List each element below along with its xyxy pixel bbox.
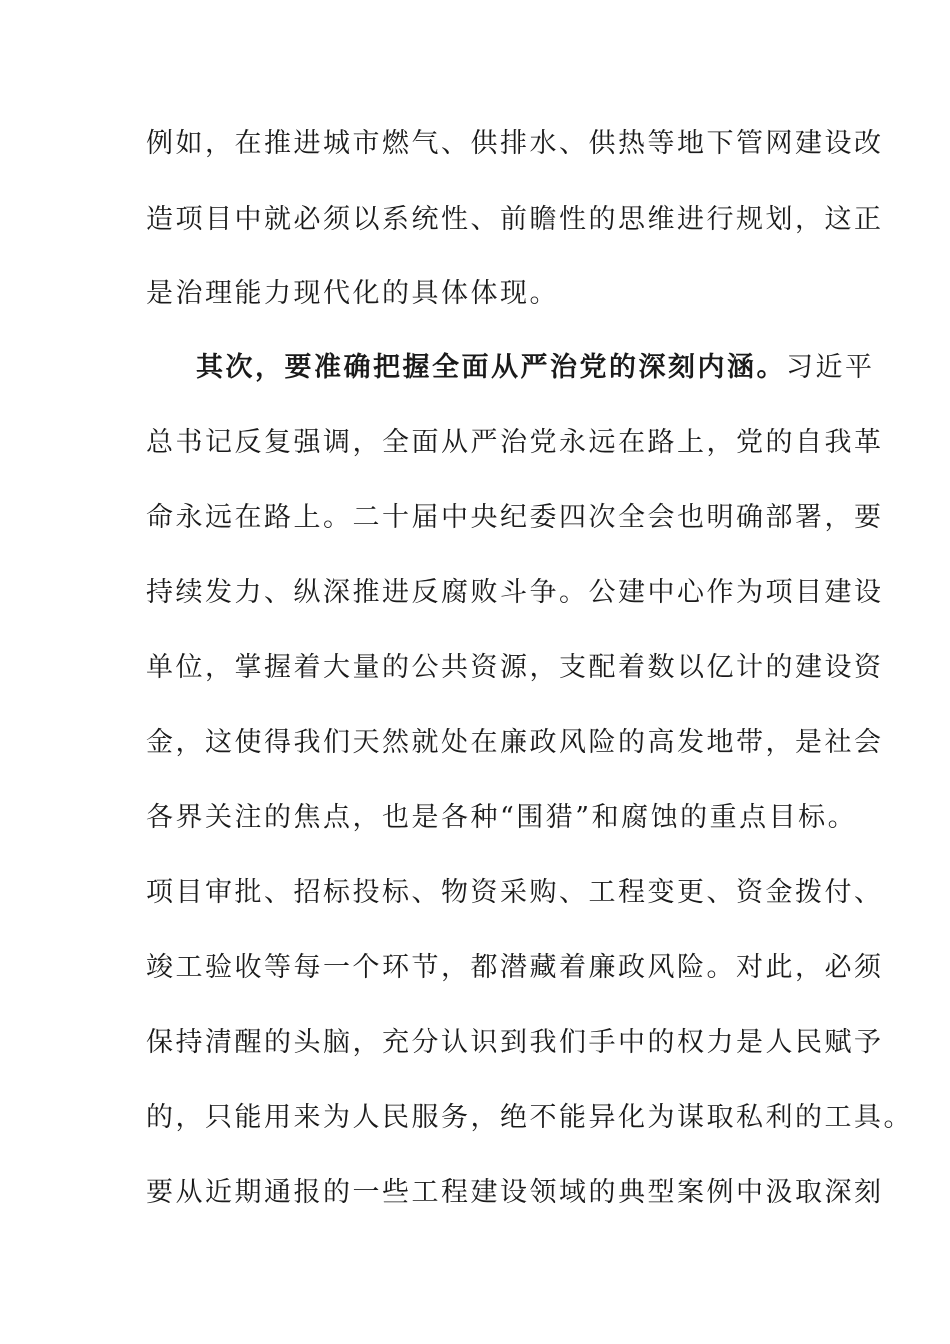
paragraph-1-line-1: 例如，在推进城市燃气、供排水、供热等地下管网建设改 (146, 128, 884, 159)
paragraph-2-line-8: 项目审批、招标投标、物资采购、工程变更、资金拨付、 (146, 877, 884, 908)
paragraph-2-line-6: 金，这使得我们天然就处在廉政风险的高发地带，是社会 (146, 727, 884, 758)
paragraph-2-line-2: 总书记反复强调，全面从严治党永远在路上，党的自我革 (146, 427, 884, 458)
paragraph-2-line-3: 命永远在路上。二十届中央纪委四次全会也明确部署，要 (146, 502, 884, 533)
paragraph-2-line-9: 竣工验收等每一个环节，都潜藏着廉政风险。对此，必须 (146, 952, 884, 983)
paragraph-2-line-1-rest: 习近平 (786, 352, 875, 383)
paragraph-2-line-12: 要从近期通报的一些工程建设领域的典型案例中汲取深刻 (146, 1177, 884, 1208)
paragraph-2-heading: 其次，要准确把握全面从严治党的深刻内涵。 (196, 352, 786, 383)
paragraph-2-line-1 (196, 348, 875, 388)
paragraph-2-line-4: 持续发力、纵深推进反腐败斗争。公建中心作为项目建设 (146, 577, 884, 608)
paragraph-1-line-3: 是治理能力现代化的具体体现。 (146, 278, 559, 309)
paragraph-2-line-7: 各界关注的焦点，也是各种“围猎”和腐蚀的重点目标。 (146, 802, 858, 833)
paragraph-2-line-10: 保持清醒的头脑，充分认识到我们手中的权力是人民赋予 (146, 1027, 884, 1058)
paragraph-2-line-5: 单位，掌握着大量的公共资源，支配着数以亿计的建设资 (146, 652, 884, 683)
paragraph-2-line-11: 的，只能用来为人民服务，绝不能异化为谋取私利的工具。 (146, 1102, 913, 1133)
paragraph-1-line-2: 造项目中就必须以系统性、前瞻性的思维进行规划，这正 (146, 204, 884, 235)
